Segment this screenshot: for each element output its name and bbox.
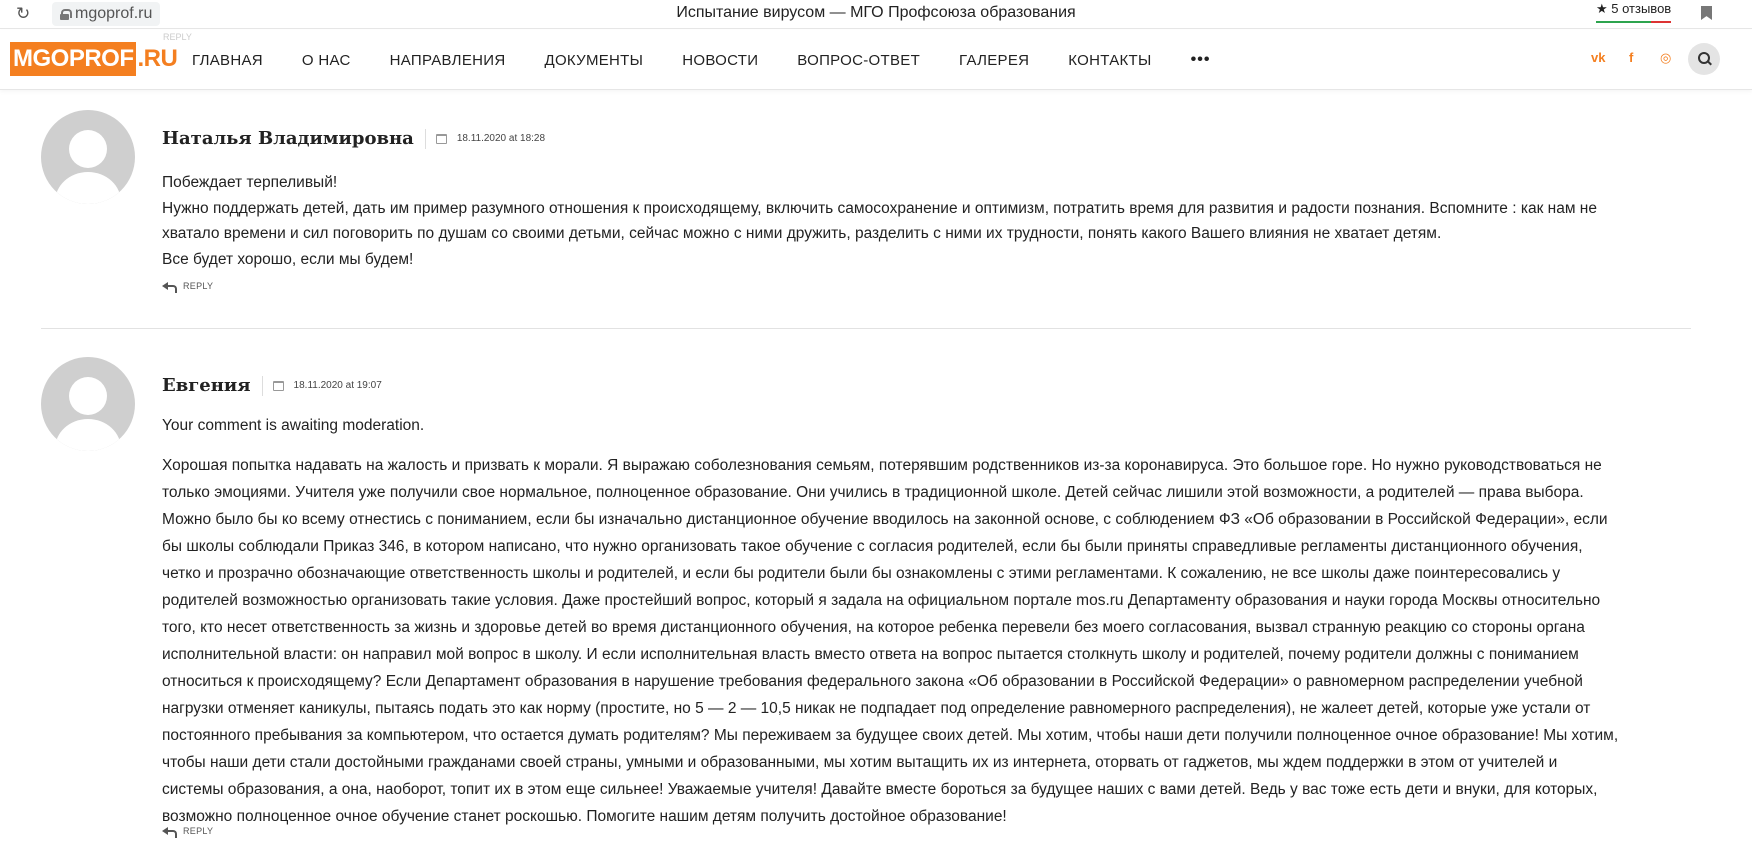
comment-line: чтобы наши дети стали достойными гражданами своей страны, умными и образованными, мы хотим вытащить их из интернета, оторвать от гаджетов, мы ждем поддержки в этом от учителей и xyxy=(162,754,1558,771)
comment-line: относиться к происходящему? Если Департамент образования в нарушение требования федерального закона «Об образовании в Российской Федерации» о равномерном распределении учебной xyxy=(162,673,1583,690)
reply-icon xyxy=(162,827,175,836)
nav-item-directions[interactable]: НАПРАВЛЕНИЯ xyxy=(389,51,506,69)
comment-meta xyxy=(162,375,382,396)
main-nav xyxy=(192,30,1210,90)
vk-icon[interactable]: vk xyxy=(1591,50,1606,65)
reviews-button[interactable] xyxy=(1592,1,1675,26)
faded-reply-link: REPLY xyxy=(163,32,192,42)
avatar-head xyxy=(69,377,107,415)
avatar xyxy=(41,110,135,204)
comment-line: Побеждает терпеливый! xyxy=(162,174,338,191)
facebook-icon[interactable]: f xyxy=(1629,50,1634,65)
comment-separator xyxy=(41,328,1691,329)
avatar-body xyxy=(55,419,121,451)
comment-line: возможно полноценное очное обучение станет роскошью. Помогите нашим детям получить достойное образование! xyxy=(162,808,1007,825)
comment-body xyxy=(162,452,1692,830)
search-icon[interactable] xyxy=(1688,43,1720,75)
nav-item-documents[interactable]: ДОКУМЕНТЫ xyxy=(544,51,644,69)
comment-line: Хорошая попытка надавать на жалость и призвать к морали. Я выражаю соболезнования семьям, потерявшим родственников из-за коронавируса. Это большое горе. Но нужно руководствоваться не xyxy=(162,457,1602,474)
comment-line: того, кто несет ответственность за жизнь и здоровье детей во время дистанционного обучения, на которое ребенка перевели без моего согласования, вызвал странную реакцию со стороны органа xyxy=(162,619,1585,636)
reply-button[interactable] xyxy=(162,826,213,836)
logo-suffix: .RU xyxy=(137,45,178,72)
comment-meta xyxy=(162,128,545,149)
comment-line: нагрузки отменяет каникулы, пытаясь подать это как норму (простите, но 5 — 2 — 10,5 никак не подпадает под определение равномерного распределения), не жалеет детей, которые уже устали от xyxy=(162,700,1591,717)
comment-line: хватало времени и сил поговорить по душам со своими детьми, сейчас можно с ними дружить, разделить с ними их трудности, понять какого Вашего влияния не хватает детям. xyxy=(162,225,1442,242)
comment-line: только эмоциями. Учителя уже получили свое нормальное, полноценное образование. Они учились в традиционной школе. Детей сейчас лишили этой возможности, а родителей — права выбора. xyxy=(162,484,1584,501)
comment-line: родителей возможностью организовать такие условия. Даже простейший вопрос, который я задала на официальном портале mos.ru Департаменту образования и науки города Москвы относительно xyxy=(162,592,1601,609)
nav-item-gallery[interactable]: ГАЛЕРЕЯ xyxy=(959,51,1030,69)
reply-label: REPLY xyxy=(183,826,214,836)
comment-line: четко и прозрачно обозначающие ответственность школы и родителей, и если бы родители были бы ознакомлены с этими регламентами. К сожалению, не все школы даже поинтересовались у xyxy=(162,565,1561,582)
comment-line: бы школы соблюдали Приказ 346, в котором написано, что нужно организовать такое обучение с согласия родителей, если бы были приняты справедливые регламенты дистанционного обучения, xyxy=(162,538,1583,555)
nav-item-news[interactable]: НОВОСТИ xyxy=(682,51,759,69)
comment-body xyxy=(162,170,1692,272)
calendar-icon xyxy=(436,134,447,144)
comment-author[interactable]: Наталья Владимировна xyxy=(162,128,414,149)
reply-icon xyxy=(162,282,175,291)
reply-label: REPLY xyxy=(183,281,214,291)
url-text: mgoprof.ru xyxy=(75,5,153,22)
reviews-label: ★ 5 отзывов xyxy=(1596,1,1672,16)
comment-line: исполнительной власти: он направил мой вопрос в школу. И если исполнительная власть вместо ответа на вопрос пытается столкнуть школу и родителей, почему родители должны с пониманием xyxy=(162,646,1579,663)
avatar-head xyxy=(69,130,107,168)
rating-bar xyxy=(1596,21,1671,23)
site-logo[interactable] xyxy=(10,42,177,76)
reply-button[interactable] xyxy=(162,281,213,291)
avatar-body xyxy=(55,172,121,204)
avatar xyxy=(41,357,135,451)
meta-divider xyxy=(262,376,263,396)
nav-item-home[interactable]: ГЛАВНАЯ xyxy=(192,51,263,69)
browser-toolbar xyxy=(0,0,1752,29)
comment-line: Можно было бы ко всему отнестись с пониманием, если бы изначально дистанционное обучение вводилось на законной основе, с соблюдением ФЗ «Об образовании в Российской Федерации», если xyxy=(162,511,1608,528)
logo-main: MGOPROF xyxy=(10,42,136,76)
moderation-notice: Your comment is awaiting moderation. xyxy=(162,417,425,434)
nav-item-faq[interactable]: ВОПРОС-ОТВЕТ xyxy=(797,51,921,69)
comment-line: постоянного пребывания за компьютером, что остается думать родителям? Мы переживаем за будущее своих детей. Мы хотим, чтобы наши дети получили полноценное очное образование! Мы хотим, xyxy=(162,727,1619,744)
reload-icon[interactable]: ↻ xyxy=(16,4,31,23)
comment-line: системы образования, а она, наоборот, топит их в этом еще сильнее! Уважаемые учителя! Давайте вместе бороться за будущее наших с вами детей. Ведь у вас тоже есть дети и внуки, для которых, xyxy=(162,781,1598,798)
comment-line: Все будет хорошо, если мы будем! xyxy=(162,250,414,268)
nav-item-contacts[interactable]: КОНТАКТЫ xyxy=(1068,51,1152,69)
meta-divider xyxy=(425,129,426,149)
comment-author[interactable]: Евгения xyxy=(162,375,251,396)
page-title: Испытание вирусом — МГО Профсоюза образования xyxy=(676,4,1076,21)
calendar-icon xyxy=(273,381,284,391)
nav-item-about[interactable]: О НАС xyxy=(301,51,351,69)
instagram-icon[interactable]: ◎ xyxy=(1660,50,1672,65)
site-header xyxy=(0,30,1752,90)
comment-date[interactable]: 18.11.2020 at 19:07 xyxy=(293,380,382,391)
comment-date[interactable]: 18.11.2020 at 18:28 xyxy=(456,133,546,144)
comment-line: Нужно поддержать детей, дать им пример разумного отношения к происходящему, включить самосохранение и оптимизм, потратить время для развития и радости познания. Вспомните : как нам не xyxy=(162,199,1597,217)
more-menu-icon[interactable]: ••• xyxy=(1190,51,1211,68)
